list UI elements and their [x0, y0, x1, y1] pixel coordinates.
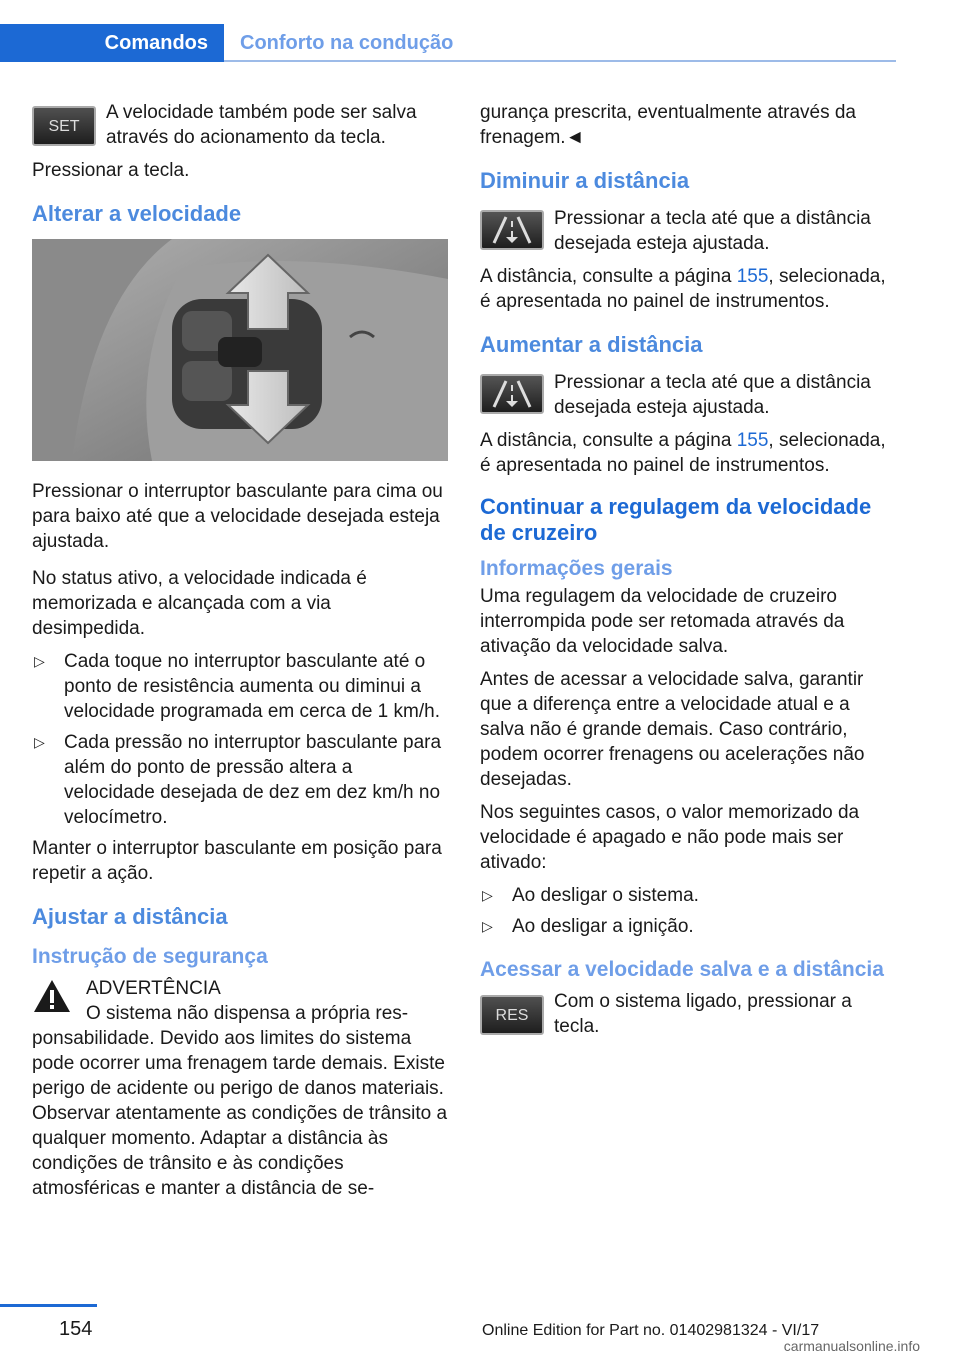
distance-key-icon: [480, 374, 544, 414]
warning-title: ADVERTÊNCIA: [86, 978, 221, 999]
set-key-icon: SET: [32, 106, 96, 146]
warning-triangle-icon: [32, 978, 72, 1014]
decrease-key-row: [480, 206, 896, 256]
tab-comandos[interactable]: Comandos: [0, 24, 224, 62]
triangle-bullet-icon: ▷: [34, 653, 45, 669]
decrease-key-text: Pressionar a tecla até que a distância desejada esteja ajustada.: [554, 208, 871, 254]
triangle-bullet-icon: ▷: [482, 918, 493, 934]
page-number: 154: [59, 1318, 93, 1340]
heading-diminuir-distancia: Diminuir a distância: [480, 168, 690, 193]
warning-row: [32, 976, 448, 1026]
warning-text: ponsabilidade. Devido aos limites do sistema pode ocorrer uma frenagem tarde demais. Existe perigo de acidente ou perigo de danos materiais. Observar atentamente as condições de trânsito a qualquer momento. Adaptar a distância às condições de trânsito e às condições atmosféricas e manter a distância de se-: [32, 1028, 448, 1199]
footer-rule: [0, 1304, 97, 1307]
steering-wheel-illustration: [32, 239, 448, 461]
page-link-155[interactable]: 155: [736, 430, 769, 451]
general-text-3: Nos seguintes casos, o valor memorizado da velocidade é apagado e não pode mais ser ativado:: [480, 802, 860, 873]
ref-prefix: A distância, consulte a página: [480, 430, 737, 451]
general-text-1: Uma regulagem da velocidade de cruzeiro interrompida pode ser retomada através da ativação da velocidade salva.: [480, 586, 845, 657]
edition-text: Online Edition for Part no. 01402981324 - VI/17: [482, 1322, 820, 1339]
list-item: [32, 730, 448, 830]
triangle-bullet-icon: ▷: [34, 734, 45, 750]
right-column: [480, 100, 896, 1047]
heading-aumentar-distancia: Aumentar a distância: [480, 332, 703, 357]
tab-conforto[interactable]: Conforto na condução: [240, 31, 454, 54]
increase-key-text: Pressionar a tecla até que a distância desejada esteja ajustada.: [554, 372, 871, 418]
res-key-text: Com o sistema ligado, pressionar a tecla.: [554, 991, 852, 1037]
warning-first-line: O sistema não dispensa a própria res-: [86, 1003, 409, 1024]
general-text-2: Antes de acessar a velocidade salva, garantir que a diferença entre a velocidade atual e a salva não é grande demais. Caso contrário, podem ocorrer frenagens ou acelerações não desejadas.: [480, 669, 865, 790]
heading-instrucao-seguranca: Instrução de segurança: [32, 945, 268, 968]
page-header: [0, 24, 896, 62]
page-link-155[interactable]: 155: [736, 266, 769, 287]
header-rule: [224, 60, 896, 62]
distance-road-icon: [490, 215, 534, 245]
triangle-bullet-icon: ▷: [482, 887, 493, 903]
heading-ajustar-distancia: Ajustar a distância: [32, 904, 228, 929]
status-text: No status ativo, a velocidade indicada é memorizada e alcançada com a via desimpedida.: [32, 568, 367, 639]
ref-suffix: , selecionada, é apresentada no painel de instrumentos.: [480, 430, 886, 476]
left-column: [32, 100, 448, 1201]
bullet-text: Ao desligar o sistema.: [512, 885, 699, 906]
list-item: [480, 883, 896, 908]
bullet-text: Cada pressão no interruptor basculante para além do ponto de pressão altera a velocidade desejada de dez em dez km/h no velocímetro.: [64, 732, 442, 828]
continuation-text: gurança prescrita, eventualmente através da frenagem.◄: [480, 102, 856, 148]
ref-prefix: A distância, consulte a página: [480, 266, 737, 287]
list-item: [32, 649, 448, 724]
distance-road-icon: [490, 379, 534, 409]
set-key-text: A velocidade também pode ser salva através do acionamento da tecla.: [106, 102, 417, 148]
steering-wheel-photo: [32, 239, 448, 461]
increase-key-row: [480, 370, 896, 420]
heading-continuar-regulagem: Continuar a regulagem da velocidade de cruzeiro: [480, 494, 872, 545]
set-key-row: [32, 100, 448, 150]
list-item: [480, 914, 896, 939]
heading-alterar-velocidade: Alterar a velocidade: [32, 201, 242, 226]
ref-suffix: , selecionada, é apresentada no painel de instrumentos.: [480, 266, 886, 312]
increase-ref-text: [480, 428, 896, 478]
res-key-icon: RES: [480, 995, 544, 1035]
heading-acessar-velocidade: Acessar a velocidade salva e a distância: [480, 958, 884, 981]
res-key-row: [480, 989, 896, 1039]
hold-text: Manter o interruptor basculante em posição para repetir a ação.: [32, 838, 442, 884]
distance-key-icon: [480, 210, 544, 250]
watermark: carmanualsonline.info: [783, 1338, 920, 1354]
heading-informacoes-gerais: Informações gerais: [480, 557, 673, 580]
rocker-text: Pressionar o interruptor basculante para cima ou para baixo até que a velocidade desejada esteja ajustada.: [32, 481, 443, 552]
decrease-ref-text: [480, 264, 896, 314]
bullet-text: Cada toque no interruptor basculante até o ponto de resistência aumenta ou diminui a velocidade programada em cerca de 1 km/h.: [64, 651, 440, 722]
bullet-text: Ao desligar a ignição.: [512, 916, 694, 937]
press-key-text: Pressionar a tecla.: [32, 160, 190, 181]
